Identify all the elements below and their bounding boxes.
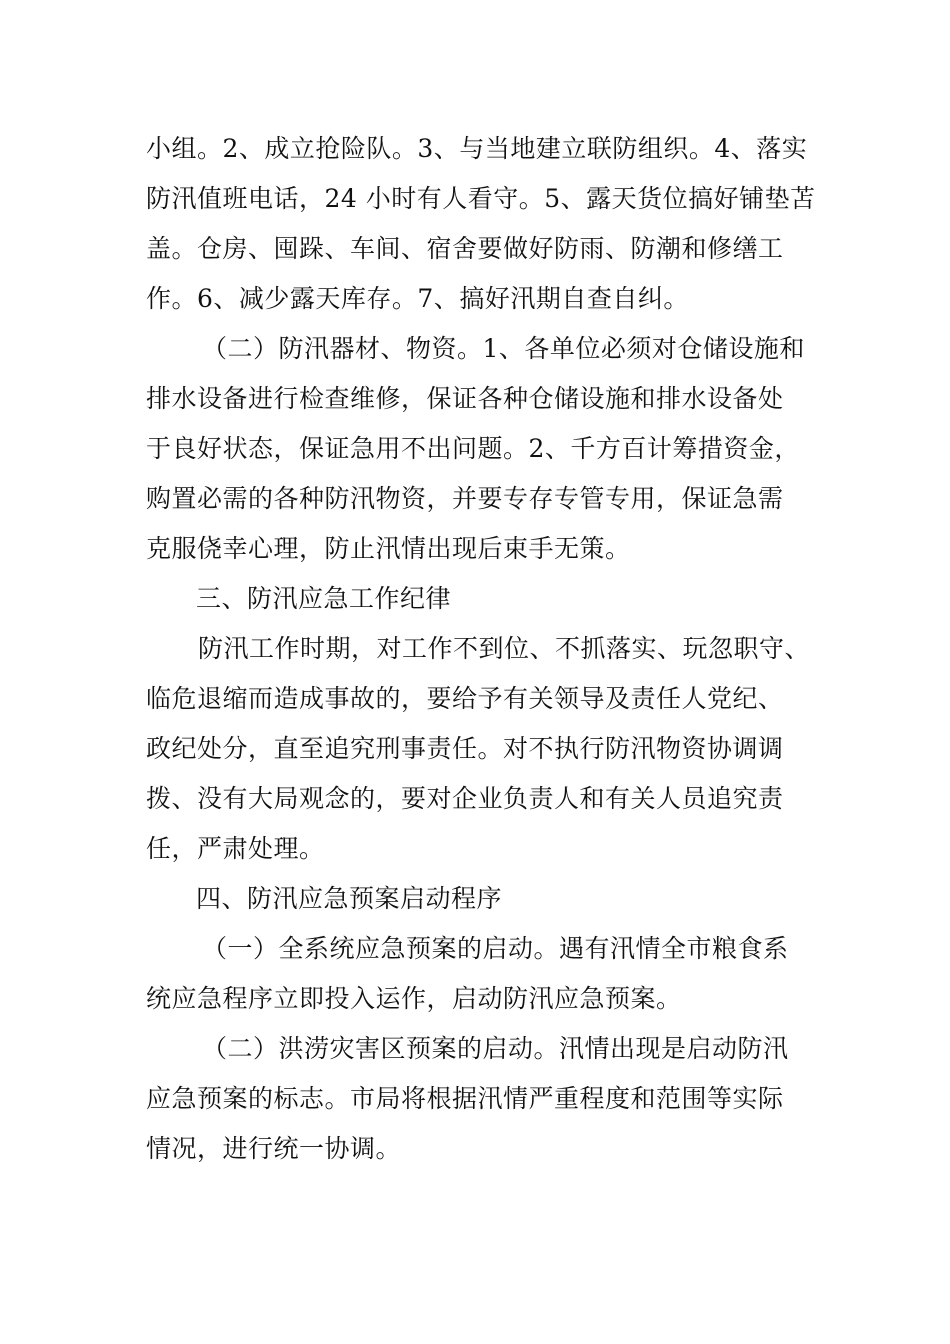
text-line: 任，严肃处理。 bbox=[146, 834, 325, 863]
text-line: 统应急程序立即投入运作，启动防汛应急预案。 bbox=[146, 984, 682, 1013]
text-line: 防汛工作时期，对工作不到位、不抓落实、玩忽职守、 bbox=[198, 634, 811, 663]
section-heading: 四、防汛应急预案启动程序 bbox=[196, 884, 503, 913]
text-line: 于良好状态，保证急用不出问题。2、千方百计筹措资金， bbox=[146, 434, 800, 463]
text-line: 情况，进行统一协调。 bbox=[146, 1134, 402, 1163]
text-line: （二）洪涝灾害区预案的启动。汛情出现是启动防汛 bbox=[202, 1034, 789, 1063]
text-line: （一）全系统应急预案的启动。遇有汛情全市粮食系 bbox=[202, 934, 789, 963]
text-line: 作。6、减少露天库存。7、搞好汛期自查自纠。 bbox=[146, 284, 689, 313]
text-line: 应急预案的标志。市局将根据汛情严重程度和范围等实际 bbox=[146, 1084, 784, 1113]
section-heading: 三、防汛应急工作纪律 bbox=[196, 584, 452, 613]
text-line: （二）防汛器材、物资。1、各单位必须对仓储设施和 bbox=[202, 334, 805, 363]
text-line: 排水设备进行检查维修，保证各种仓储设施和排水设备处 bbox=[146, 384, 784, 413]
text-line: 防汛值班电话，24 小时有人看守。5、露天货位搞好铺垫苫 bbox=[146, 184, 816, 213]
text-line: 拨、没有大局观念的，要对企业负责人和有关人员追究责 bbox=[146, 784, 784, 813]
text-line: 政纪处分，直至追究刑事责任。对不执行防汛物资协调调 bbox=[146, 734, 784, 763]
text-line: 购置必需的各种防汛物资，并要专存专管专用，保证急需 bbox=[146, 484, 784, 513]
text-line: 临危退缩而造成事故的，要给予有关领导及责任人党纪、 bbox=[146, 684, 784, 713]
text-line: 克服侥幸心理，防止汛情出现后束手无策。 bbox=[146, 534, 631, 563]
text-line: 盖。仓房、囤跺、车间、宿舍要做好防雨、防潮和修缮工 bbox=[146, 234, 784, 263]
text-line: 小组。2、成立抢险队。3、与当地建立联防组织。4、落实 bbox=[146, 134, 808, 163]
